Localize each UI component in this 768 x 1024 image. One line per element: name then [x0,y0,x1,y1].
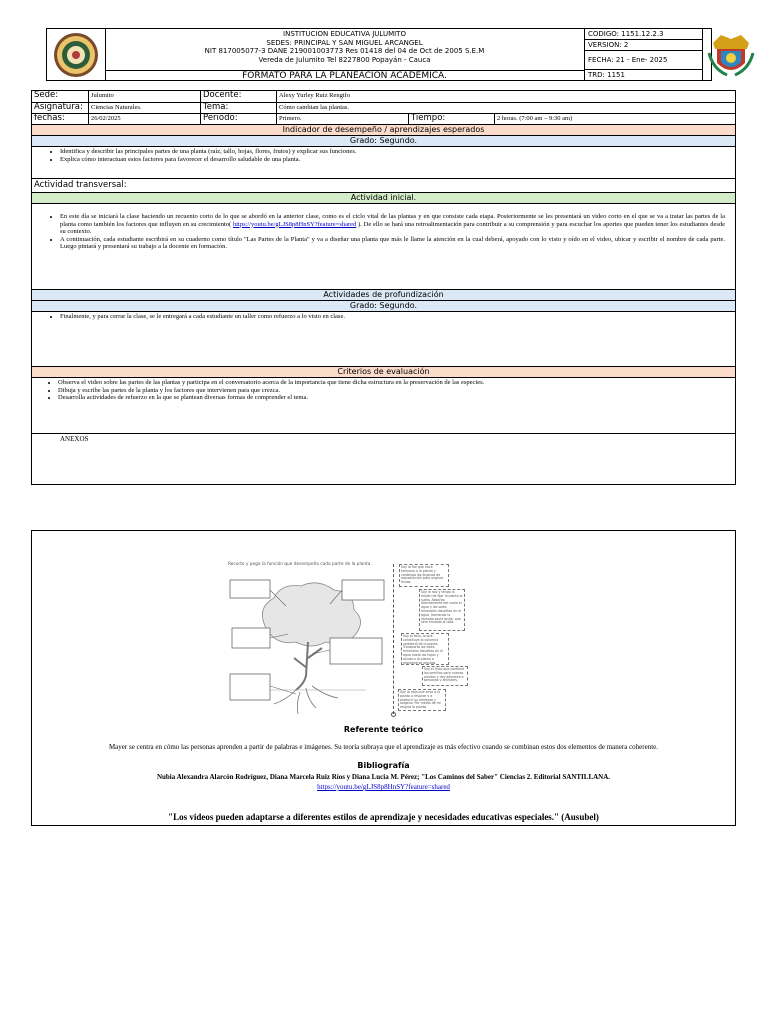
tema-value: Cómo cambian las plantas. [279,104,350,111]
institution-name: INSTITUCION EDUCATIVA JULUMITO [283,30,406,38]
actividad-inicial-heading: Actividad inicial. [32,192,735,203]
docente-label: Docente: [201,91,277,102]
criterios-section [32,377,735,433]
profundizacion-heading: Actividades de profundización [32,289,735,300]
indicador-grado: Grado: Segundo. [32,135,735,146]
cut-line [393,564,394,714]
ausubel-quote: "Los videos pueden adaptarse a diferentes estilos de aprendizaje y necesidades educativas especiales." (Ausubel) [168,812,599,822]
version-text: VERSION: 2 [585,40,702,51]
fecha-text: FECHA: 21 - Ene- 2025 [585,51,702,70]
periodo-value: Primero. [277,114,409,124]
sede-label: Sede: [32,91,89,102]
docente-value: Alexy Yurley Ruiz Rengifo [279,92,351,99]
video-link[interactable]: https://youtu.be/gLJS8p8HnSY?feature=shared [232,220,357,228]
institution-info [105,29,585,70]
municipal-coat-of-arms-logo [703,29,759,81]
criterios-heading: Criterios de evaluación [32,366,735,377]
fechas-value: 26/02/2025 [89,114,201,124]
document-header [46,28,712,81]
indicador-list [32,147,735,163]
actividad-inicial-item: • A continuación, cada estudiante escribirá en su cuaderno como título "Las Partes de la Planta" y va a diseñar una planta que más le llame la atención en la cual deberá, apoyado con lo visto y oído en el video, ubicar y escribir el nombre de cada parte. Luego pintará y presentará su trabajo a la docente en formación. [60,236,725,251]
referente-title: Referente teórico [343,725,424,734]
document-codes [585,29,703,81]
criterios-item: • Desarrolla actividades de refuerzo en la que se plantean diversas formas de comprender el tema. [58,394,735,402]
bibliografia-link-row [32,783,735,792]
function-card: Soy la hoja que sirvo a la planta a respirar y a producir su alimento y oxígeno. Por medio de mí respira la planta. [398,689,446,711]
bibliografia-link[interactable]: https://youtu.be/gLJS8p8HnSY?feature=shared [317,783,450,791]
profundizacion-list [32,312,735,321]
tiempo-label: Tiempo: [409,114,495,124]
anexos-section [32,433,735,484]
indicador-item: • Explica cómo interactuan estos factores para favorecer el desarrollo saludable de una planta. [60,156,735,164]
periodo-label: Periodo: [201,114,277,124]
function-card: Soy el tallo, lo que constituye la columna vertebral de la planta. Transporto las sales minerales disueltas en el agua hasta las hojas y ayudo a la planta a mantenerse erguida. [401,633,449,665]
actividad-inicial-item: • En este día se iniciará la clase haciendo un recuento corto de lo que se abordó en la anterior clase, como es el ciclo vital de las plantas y en que consiste cada etapa. Posteriormente se les presentará un video corto en el que se va a tratar las partes de la planta como también los factores que influyen en su crecimiento( https://youtu.be/gLJS8p8HnSY?feature=shared ). De ello se hará una retroalimentación para contribuir a su comprensión y para escuchar los aportes que pueden tener los estudiantes desde su contexto. [60,213,725,236]
indicador-heading: Indicador de desempeño / aprendizajes esperados [32,124,735,135]
indicador-list-section [32,146,735,178]
institution-address: Vereda de Julumito Tel 8227800 Popayán - Cauca [258,55,431,64]
worksheet-instruction: Recorto y pego la función que desempeña cada parte de la planta. [228,562,372,567]
profundizacion-section [32,311,735,366]
tree-drawing [226,558,391,721]
format-title: FORMATO PARA LA PLANEACION ACADEMICA. [105,70,585,81]
function-card: Soy la flor que hace hermosa a la planta y contengo los órganos de reproducción para originar frutos. [399,564,449,587]
actividad-inicial-section [32,203,735,289]
referente-text: Mayer se centra en cómo las personas aprenden a partir de palabras e imágenes. Su teoría subraya que el aprendizaje es más efectivo cuando se combinan estos dos elementos de manera coherente. [108,743,659,751]
info-row-2 [32,102,735,113]
bibliografia-title: Bibliografía [357,761,410,770]
indicador-item: • Identifica y describir las principales partes de una planta (raíz, tallo, hojas, flores, frutos) y explicar sus funciones. [60,148,735,156]
info-row-1 [32,91,735,102]
scissors-icon [391,712,396,717]
anexos-box [31,530,736,826]
tema-label: Tema: [201,103,277,113]
criterios-list [32,378,735,402]
asignatura-label: Asignatura: [32,103,89,113]
planning-form [31,90,736,485]
function-card: Soy el fruto que contiene las semillas para nuevas plantas y doy alimento a personas y animales. [422,666,468,686]
school-seal-logo [47,29,106,81]
anexos-label: ANEXOS [60,435,89,443]
actividad-transversal-label: Actividad transversal: [32,178,735,192]
institution-sedes: SEDES: PRINCIPAL Y SAN MIGUEL ARCANGEL [266,38,423,47]
codigo-text: CODIGO: 1151.12.2.3 [585,29,702,40]
profundizacion-item: • Finalmente, y para cerrar la clase, se le entregará a cada estudiante un taller como refuerzo a lo visto en clase. [60,313,735,321]
worksheet-image [226,558,479,721]
asignatura-value: Ciencias Naturales. [89,103,201,113]
tiempo-value: 2 horas. (7:00 am – 9:30 am) [497,115,573,122]
criterios-item: • Observa el video sobre las partes de las plantas y participa en el conversatorio acerca de la importancia que tiene dicha estructura en la preservación de las especies. [58,379,735,387]
institution-nit: NIT 817005077-3 DANE 219001003773 Res 01418 del 04 de Oct de 2005 S.E.M [204,47,485,56]
criterios-item: • Dibuja y escribe las partes de la planta y los factores que intervienen para que crezca. [58,387,735,395]
sede-value: Julumito [89,91,201,102]
actividad-inicial-list [32,213,735,251]
trd-text: TRD: 1151 [588,71,625,79]
info-row-3 [32,113,735,124]
bibliografia-text: Nubia Alexandra Alarcón Rodríguez, Diana Marcela Ruiz Ríos y Diana Lucia M. Pérez; "Los Caminos del Saber" Ciencias 2. Editorial SANTILLANA. [156,773,611,781]
function-card: Soy la raíz y tengo la misión de fijar la planta al suelo. Absorbo directamente del suelo el agua y las sales minerales disueltas en el agua, formando la llamada savia bruta, que será enviada al tallo. [419,589,465,631]
profundizacion-grado: Grado: Segundo. [32,300,735,311]
fechas-label: fechas: [32,114,89,124]
